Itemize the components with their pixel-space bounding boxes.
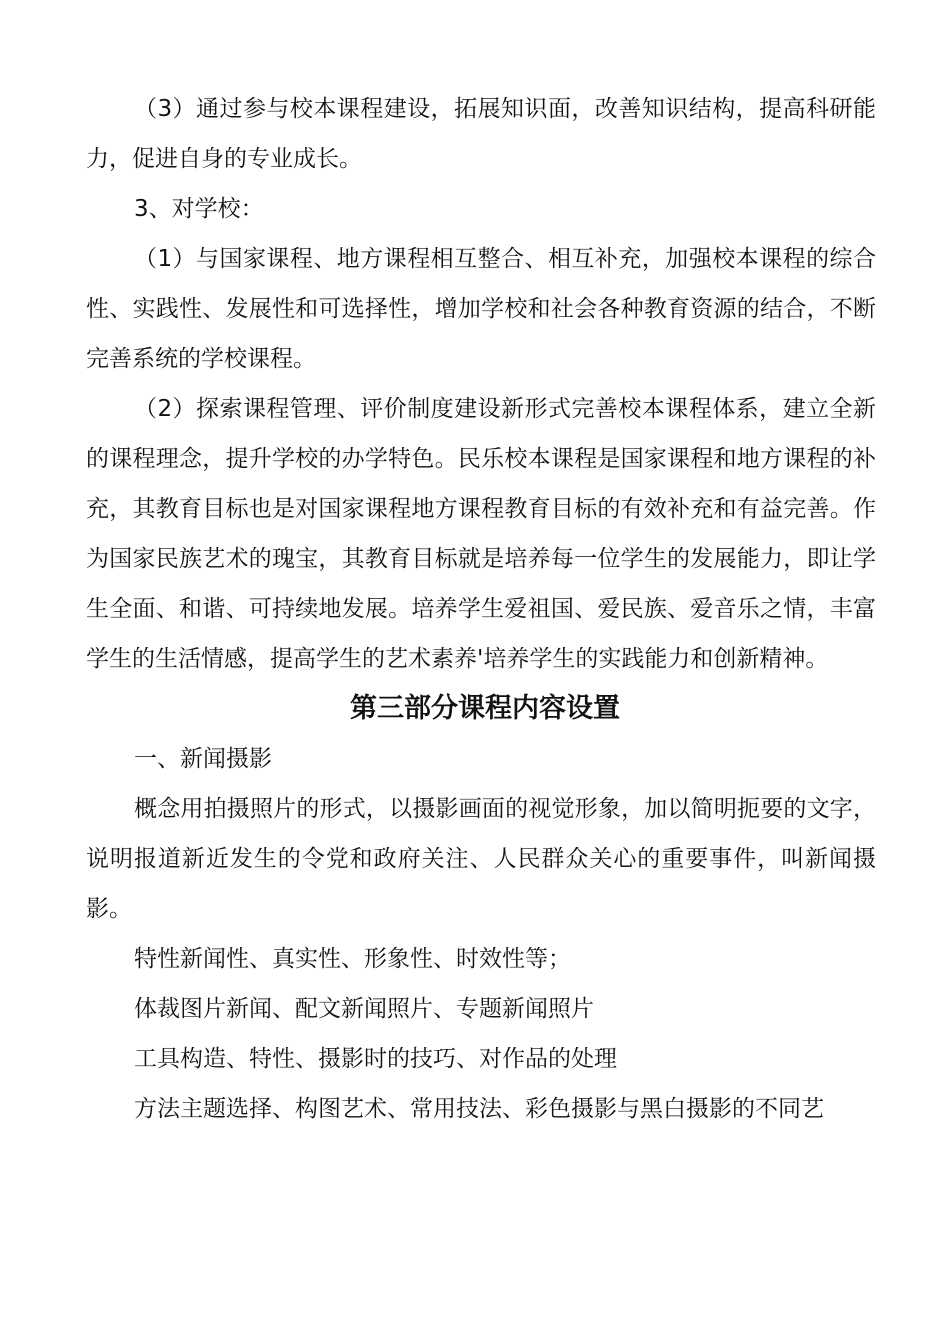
paragraph-school-heading: 3、对学校：	[134, 196, 264, 222]
document-page	[86, 84, 876, 1134]
paragraph-school-1: （1）与国家课程、地方课程相互整合、相互补充，加强校本课程的综合性、实践性、发展性和可选择性，增加学校和社会各种教育资源的结合，不断完善系统的学校课程。	[86, 246, 876, 372]
section-heading: 第三部分课程内容设置	[350, 693, 620, 724]
paragraph-teacher-3: （3）通过参与校本课程建设，拓展知识面，改善知识结构，提高科研能力，促进自身的专业成长。	[86, 96, 876, 172]
paragraph-school-2: （2）探索课程管理、评价制度建设新形式完善校本课程体系，建立全新的课程理念，提升学校的办学特色。民乐校本课程是国家课程和地方课程的补充，其教育目标也是对国家课程地方课程教育目标的有效补充和有益完善。作为国家民族艺术的瑰宝，其教育目标就是培养每一位学生的发展能力，即让学生全面、和谐、可持续地发展。培养学生爱祖国、爱民族、爱音乐之情，丰富学生的生活情感，提高学生的艺术素养'培养学生的实践能力和创新精神。	[86, 396, 876, 672]
paragraph-news-photo-tools: 工具构造、特性、摄影时的技巧、对作品的处理	[134, 1046, 617, 1072]
paragraph-news-photo-title: 一、新闻摄影	[134, 746, 272, 772]
paragraph-news-photo-methods: 方法主题选择、构图艺术、常用技法、彩色摄影与黑白摄影的不同艺	[134, 1096, 824, 1122]
paragraph-news-photo-concept: 概念用拍摄照片的形式，以摄影画面的视觉形象，加以简明扼要的文字，说明报道新近发生的令党和政府关注、人民群众关心的重要事件，叫新闻摄影。	[86, 796, 876, 922]
paragraph-news-photo-genres: 体裁图片新闻、配文新闻照片、专题新闻照片	[134, 996, 594, 1022]
paragraph-news-photo-features: 特性新闻性、真实性、形象性、时效性等；	[134, 946, 571, 972]
